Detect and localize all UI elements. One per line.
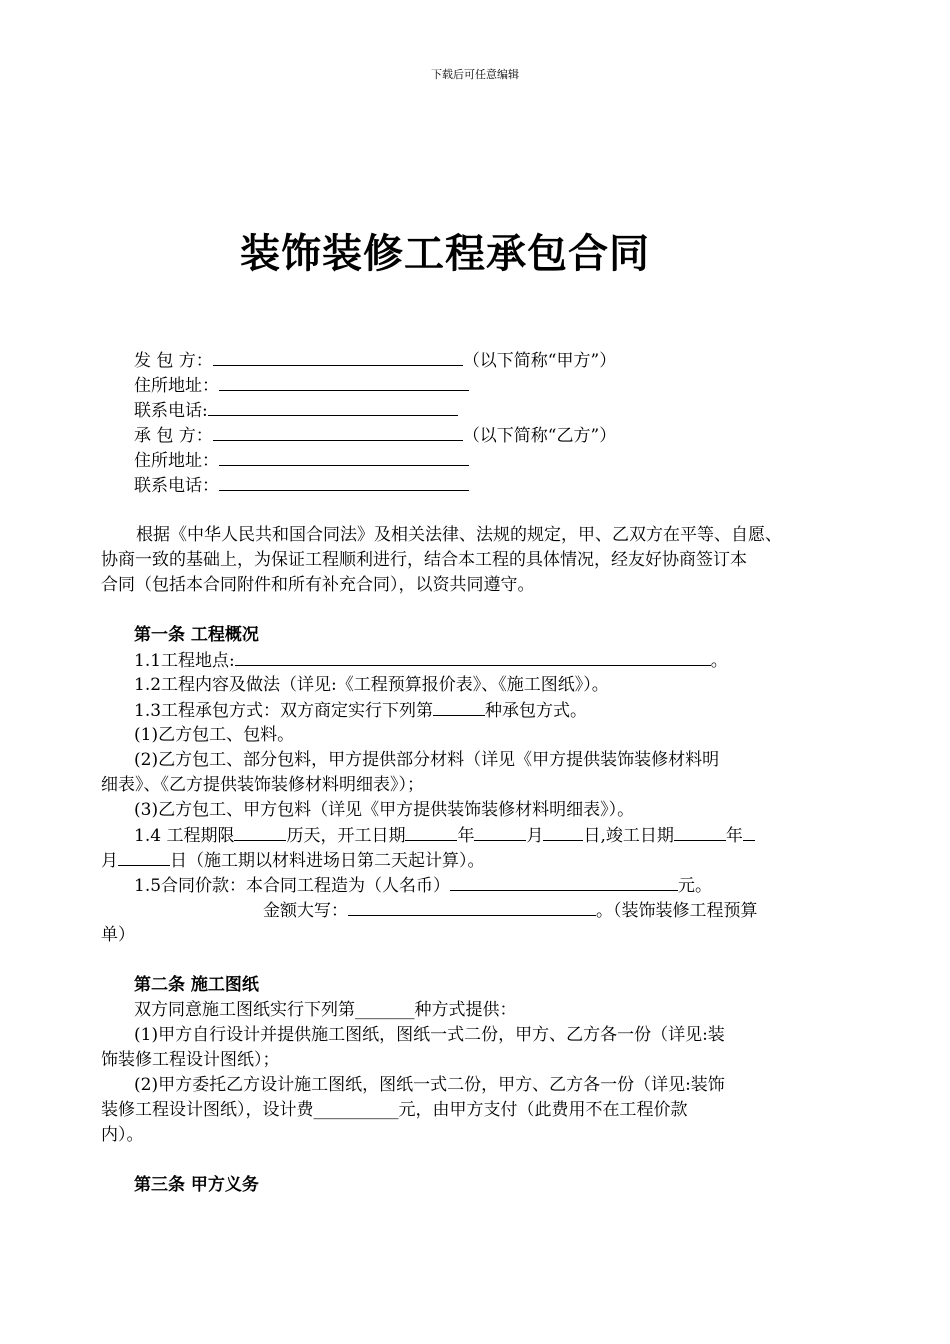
article-1-4 [134, 823, 755, 849]
amount-row [263, 898, 758, 924]
start-month-blank[interactable] [474, 823, 526, 841]
mode-label: 1.3工程承包方式：双方商定实行下列第 [134, 701, 434, 721]
mode-option-3: (3)乙方包工、甲方包料（详见《甲方提供装饰装修材料明细表》）。 [134, 800, 635, 820]
start-month-label: 月 [526, 826, 544, 846]
site-blank[interactable] [235, 648, 711, 666]
days-blank[interactable] [234, 823, 286, 841]
drawings-intro: 双方同意施工图纸实行下列第_______种方式提供： [134, 1000, 517, 1020]
start-year-blank[interactable] [405, 823, 457, 841]
article-2-heading: 第二条 施工图纸 [134, 975, 259, 995]
address-a-label: 住所地址： [134, 376, 219, 396]
end-month-label: 月 [101, 851, 118, 871]
end-month-blank[interactable] [743, 823, 755, 841]
party-a-blank[interactable] [213, 348, 463, 366]
mode-blank[interactable] [433, 698, 485, 716]
phone-a-blank[interactable] [208, 398, 458, 416]
phone-b-row [134, 473, 469, 499]
amount-cont: 单） [101, 925, 135, 945]
party-a-note: （以下简称“甲方”） [462, 351, 617, 371]
article-1-5 [134, 873, 712, 899]
drawings-option-1a: (1)甲方自行设计并提供施工图纸，图纸一式二份，甲方、乙方各一份（详见:装 [134, 1025, 725, 1045]
article-3-heading: 第三条 甲方义务 [134, 1175, 259, 1195]
party-a-label: 发 包 方： [134, 351, 213, 371]
address-a-blank[interactable] [219, 373, 469, 391]
address-b-row [134, 448, 469, 474]
address-b-label: 住所地址： [134, 451, 219, 471]
mode-suffix: 种承包方式。 [485, 701, 588, 721]
address-a-row [134, 373, 469, 399]
price-unit: 元。 [678, 876, 713, 896]
drawings-option-1b: 饰装修工程设计图纸）； [101, 1050, 280, 1070]
mode-option-2a: (2)乙方包工、部分包料，甲方提供部分材料（详见《甲方提供装饰装修材料明 [134, 750, 720, 770]
amount-suffix: 。（装饰装修工程预算 [596, 901, 758, 921]
drawings-option-2b: 装修工程设计图纸），设计费__________元，由甲方支付（此费用不在工程价款 [101, 1100, 688, 1120]
end-year-blank[interactable] [674, 823, 726, 841]
site-period: 。 [710, 651, 728, 671]
mode-option-1: (1)乙方包工、包料。 [134, 725, 295, 745]
drawings-option-2a: (2)甲方委托乙方设计施工图纸，图纸一式二份，甲方、乙方各一份（详见:装饰 [134, 1075, 725, 1095]
party-b-row [134, 423, 616, 449]
phone-b-blank[interactable] [219, 473, 469, 491]
preamble-line-2: 协商一致的基础上，为保证工程顺利进行，结合本工程的具体情况，经友好协商签订本 [101, 550, 747, 570]
price-label: 1.5合同价款：本合同工程造为（人名币） [134, 876, 451, 896]
amount-blank[interactable] [348, 898, 596, 916]
start-day-blank[interactable] [543, 823, 583, 841]
address-b-blank[interactable] [219, 448, 469, 466]
phone-a-row [134, 398, 458, 424]
phone-b-label: 联系电话： [134, 476, 219, 496]
article-1-1 [134, 648, 728, 674]
site-label: 1.1工程地点: [134, 651, 235, 671]
document-title: 装饰装修工程承包合同 [240, 231, 650, 277]
party-b-blank[interactable] [213, 423, 463, 441]
preamble-line-1: 根据《中华人民共和国合同法》及相关法律、法规的规定，甲、乙双方在平等、自愿、 [136, 525, 782, 545]
end-date-label: 日,竣工日期 [583, 826, 674, 846]
article-1-2: 1.2工程内容及做法（详见:《工程预算报价表》、《施工图纸》）。 [134, 675, 609, 695]
mode-option-2b: 细表》、《乙方提供装饰装修材料明细表》）； [101, 775, 424, 795]
article-1-heading: 第一条 工程概况 [134, 625, 259, 645]
start-year-label: 年 [457, 826, 475, 846]
drawings-option-2c: 内）。 [101, 1125, 144, 1145]
period-label: 1.4 工程期限 [134, 826, 235, 846]
end-day-label: 日（施工期以材料进场日第二天起计算）。 [170, 851, 485, 871]
party-a-row [134, 348, 616, 374]
header-note: 下载后可任意编辑 [431, 68, 519, 81]
preamble-line-3: 合同（包括本合同附件和所有补充合同），以资共同遵守。 [101, 575, 535, 595]
phone-a-label: 联系电话: [134, 401, 208, 421]
article-1-3 [134, 698, 587, 724]
end-year-label: 年 [725, 826, 743, 846]
party-b-label: 承 包 方： [134, 426, 213, 446]
party-b-note: （以下简称“乙方”） [462, 426, 617, 446]
amount-label: 金额大写： [263, 901, 348, 921]
price-blank[interactable] [450, 873, 678, 891]
article-1-4-cont [101, 848, 485, 874]
end-day-blank[interactable] [118, 848, 170, 866]
start-date-label: 历天，开工日期 [286, 826, 406, 846]
